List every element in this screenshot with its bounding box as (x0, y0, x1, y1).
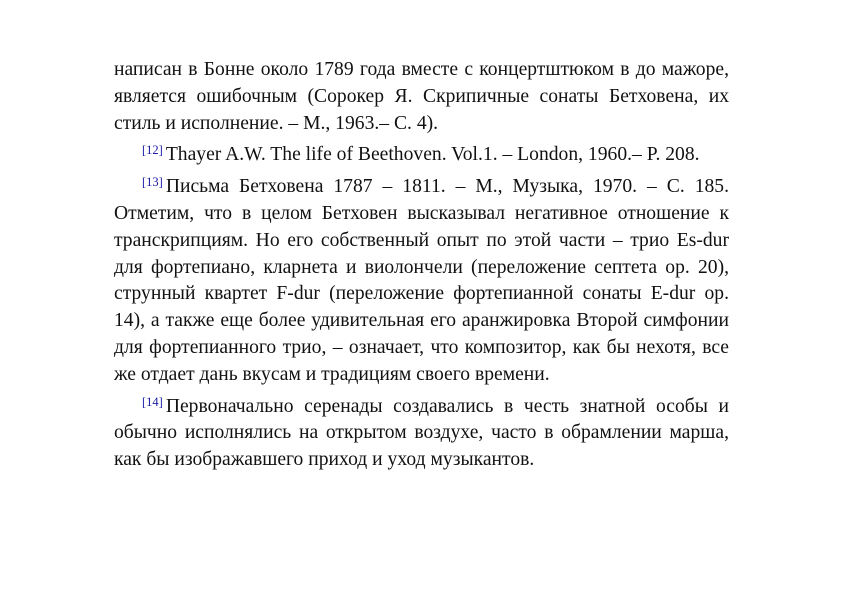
footnote-12 (114, 142, 729, 169)
footnote-14-text: Первоначально серенады создавались в честь знатной особы и обычно исполнялись на открытом воздухе, часто в обрамлении марша, как бы изображавшего приход и уход музыкантов. (114, 395, 729, 471)
document-page (114, 57, 729, 479)
footnote-12-text: Thayer A.W. The life of Beethoven. Vol.1. – London, 1960.– P. 208. (165, 144, 700, 166)
footnote-13-ref-link[interactable]: [13] (142, 175, 163, 190)
footnote-13-text: Письма Бетховена 1787 – 1811. – М., Музыка, 1970. – С. 185. Отметим, что в целом Бетховен высказывал негативное отношение к транскрипциям. Но его собственный опыт по этой части – трио Es-dur для фортепиано, кларнета и виолончели (переложение септета ор. 20), струнный квартет F-dur (переложение фортепианной сонаты E-dur ор. 14), а также еще более удивительная его аранжировка Второй симфонии для фортепианного трио, – означает, что композитор, как бы нехотя, все же отдает дань вкусам и традициям своего времени. (114, 176, 729, 385)
footnote-12-ref-link[interactable]: [12] (142, 143, 163, 158)
footnote-13 (114, 174, 729, 388)
footnote-14 (114, 394, 729, 474)
footnote-14-ref-link[interactable]: [14] (142, 394, 163, 409)
continuation-paragraph: написан в Бонне около 1789 года вместе с концертштюком в до мажоре, является ошибочным (Сорокер Я. Скрипичные сонаты Бетховена, их стиль и исполнение. – М., 1963.– С. 4). (114, 59, 729, 134)
